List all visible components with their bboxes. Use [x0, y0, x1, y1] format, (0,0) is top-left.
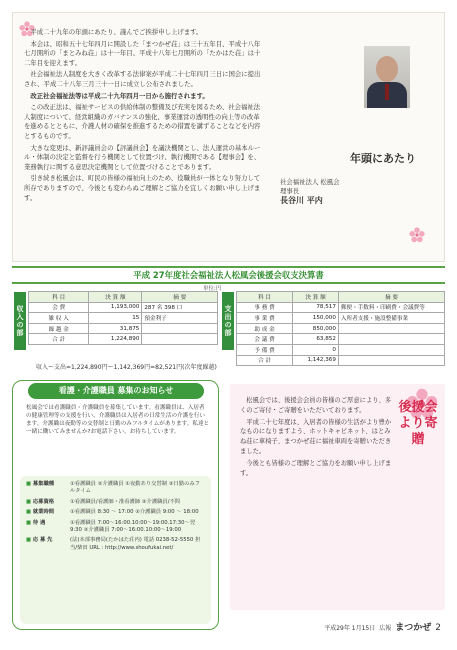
column-header: 科 目 — [237, 292, 293, 303]
table-cell: 事 業 費 — [237, 313, 293, 324]
greeting-paragraph: 大きな変更は、新評議員会の【評議員会】を議決機関とし、法人運営の基本ルール・体制の決定と監督を行う機関として位置づけ、執行機関である【理事会】を、業務執行に関する意思決定機関として位置づけることであります。 — [24, 143, 261, 171]
table-cell — [338, 323, 444, 334]
table-cell: 会 費 — [29, 302, 89, 313]
detail-value: ①看護職員/看護師・准看護師 ②介護職員/不問 — [70, 498, 181, 505]
detail-value: (法)本部事務局(たかはた荘内) 電話 0238-52-5550 担当/柴田 URL : http://www.shoufukai.net/ — [70, 537, 201, 551]
table-row — [29, 323, 218, 334]
newsletter-brand: まつかぜ — [395, 623, 432, 633]
table-cell: 助 成 金 — [237, 323, 293, 334]
table-row — [29, 334, 218, 345]
detail-key: ■ 就業時間 — [26, 509, 70, 516]
detail-row — [26, 509, 205, 516]
table-cell — [338, 355, 444, 366]
signature-org: 社会福祉法人 松風会 — [280, 178, 340, 186]
column-header: 摘 要 — [142, 292, 218, 303]
column-header: 摘 要 — [338, 292, 444, 303]
table-cell: 予 備 費 — [237, 344, 293, 355]
income-table — [28, 291, 218, 345]
table-cell: 1,224,890 — [89, 334, 142, 345]
table-row — [29, 302, 218, 313]
table-cell — [142, 323, 218, 334]
recruitment-details — [20, 476, 211, 624]
table-cell: 郵便・手数料・印刷費・会議費等 — [338, 302, 444, 313]
table-cell: 15 — [89, 313, 142, 324]
table-header-row — [29, 292, 218, 303]
table-row — [237, 302, 445, 313]
table-cell: 1,193,000 — [89, 302, 142, 313]
detail-key: ■ 応 募 先 — [26, 537, 70, 552]
recruitment-header: 看護・介護職員 募集のお知らせ — [28, 383, 204, 399]
table-cell — [142, 334, 218, 345]
table-cell: 850,000 — [293, 323, 339, 334]
table-cell: 繰 越 金 — [29, 323, 89, 334]
expense-table — [236, 291, 445, 366]
greeting-paragraph: 本会は、昭和五十七年四月に開設した「まつかぜ荘」は三十五年目、平成十八年七月開所の「まとみね荘」は十一年目、平成十八年七月開所の「たかはた荘」は十二年目を迎えます。 — [24, 39, 261, 67]
page-number: 2 — [435, 623, 441, 633]
signature — [280, 178, 340, 205]
table-cell: 63,852 — [293, 334, 339, 345]
detail-key: ■ 応募資格 — [26, 499, 70, 506]
budget-footnote: 収入ー支出=1,224,890円ー1,142,369円=82,521円(次年度繰越) — [36, 364, 217, 371]
greeting-paragraph: 社会福祉法人制度を大きく改革する法律案が平成二十七年四月三日に国会に提出され、平成二十八年三月三十一日に成立し公布されました。 — [24, 70, 261, 88]
table-cell: 雑 収 入 — [29, 313, 89, 324]
table-cell: 1,142,369 — [293, 355, 339, 366]
table-cell: 事 務 費 — [237, 302, 293, 313]
column-header: 決 算 額 — [293, 292, 339, 303]
column-header: 決 算 額 — [89, 292, 142, 303]
page-footer — [324, 620, 441, 633]
donation-paragraph: 平成二十七年度は、入居者の皆様の生活がより豊かなものになりますよう、ホットキャビネット、はとみね荘に車椅子、まつかぜ荘に福祉車両を寄贈いただきました。 — [240, 418, 392, 455]
table-cell: 150,000 — [293, 313, 339, 324]
detail-key: ■ 待 遇 — [26, 520, 70, 535]
donation-title: 後援会より寄贈 — [398, 400, 438, 447]
greeting-paragraph: この改正法は、福祉サービスの供給体制の整備及び充実を図るため、社会福祉法人制度について、経営組織のガバナンスの強化、事業運営の透明性の向上等の改革を進めるとともに、介護人材の確保を推進するための措置を講ずることなどを内容とするものです。 — [24, 103, 261, 140]
detail-row — [26, 481, 205, 496]
table-row — [237, 344, 445, 355]
table-cell: 合 計 — [29, 334, 89, 345]
greeting-title: 年頭にあたり — [350, 152, 416, 165]
table-row — [29, 313, 218, 324]
table-cell: 会 議 費 — [237, 334, 293, 345]
detail-value: ①看護職員 8:30 〜 17:00 ②介護職員 9:00 〜 18:00 — [70, 509, 199, 516]
detail-row — [26, 520, 205, 535]
signature-role: 理事長 — [280, 187, 300, 195]
table-cell: 287 名 398 口 — [142, 302, 218, 313]
cherry-blossom-icon — [409, 227, 425, 243]
donation-paragraph: 松風会では、後援会会員の皆様のご厚意により、多くのご寄付・ご寄贈をいただいております。 — [240, 397, 392, 414]
detail-row — [26, 499, 205, 506]
unit-label: 単位:円 — [203, 286, 222, 292]
greeting-paragraph: 改正社会福祉法等は平成二十九年四月一日から施行されます。 — [30, 91, 209, 100]
table-cell: 入所者支援・施設整備事業 — [338, 313, 444, 324]
chairman-portrait — [364, 46, 410, 108]
detail-row — [26, 537, 205, 552]
donation-paragraph: 今後とも皆様のご理解とご協力をお願い申し上げます。 — [240, 459, 392, 477]
greeting-paragraph: 平成二十九年の年頭にあたり、謹んでご挨拶申し上げます。 — [30, 28, 203, 36]
donation-body — [240, 396, 392, 596]
table-cell — [338, 334, 444, 345]
table-cell — [338, 344, 444, 355]
greeting-paragraph: 引き続き松風会は、町民の皆様の福祉向上のため、役職員が一体となり努力して所存でありますので、今後とも変わらぬご理解とご協力を宜しくお願い申し上げます。 — [24, 174, 261, 202]
expense-section-label: 支出の部 — [222, 292, 234, 350]
detail-value: ①看護職員 ②介護職員 ①夜勤あり交替制 ②日勤のみフルタイム — [70, 481, 200, 495]
table-header-row — [237, 292, 445, 303]
table-row — [237, 313, 445, 324]
table-cell: 預金利子 — [142, 313, 218, 324]
issue-date: 平成29年 1月15日 — [324, 625, 376, 632]
table-cell: 0 — [293, 344, 339, 355]
table-cell: 合 計 — [237, 355, 293, 366]
kouhou-label: 広報 — [379, 625, 392, 632]
table-row — [237, 334, 445, 345]
recruitment-intro: 松風会では看護職員・介護職員を募集しています。看護職員は、入居者の健康管理等の支援を行い、介護職員は入居者の日常生活の介護を行います。介護職は夜勤等の交替制と日勤のみフルタイムがあります。私達と一緒に働いてみませんか?お電話下さい。お待ちしています。 — [26, 405, 210, 435]
table-row — [237, 323, 445, 334]
budget-banner: 平成 27年度社会福祉法人松風会後援会収支決算書 — [12, 266, 445, 284]
income-section-label: 収入の部 — [14, 292, 26, 350]
signature-name: 長谷川 平内 — [280, 196, 323, 205]
table-cell: 78,517 — [293, 302, 339, 313]
detail-value: ①看護職員 7:00〜16:00.10:00〜19:00.17:30〜翌9:30 ②介護職員 7:00〜16:00.10:00〜19:00 — [70, 519, 196, 534]
table-row — [237, 355, 445, 366]
table-cell: 31,875 — [89, 323, 142, 334]
detail-key: ■ 募集職種 — [26, 481, 70, 496]
column-header: 科 目 — [29, 292, 89, 303]
greeting-body — [24, 28, 264, 233]
